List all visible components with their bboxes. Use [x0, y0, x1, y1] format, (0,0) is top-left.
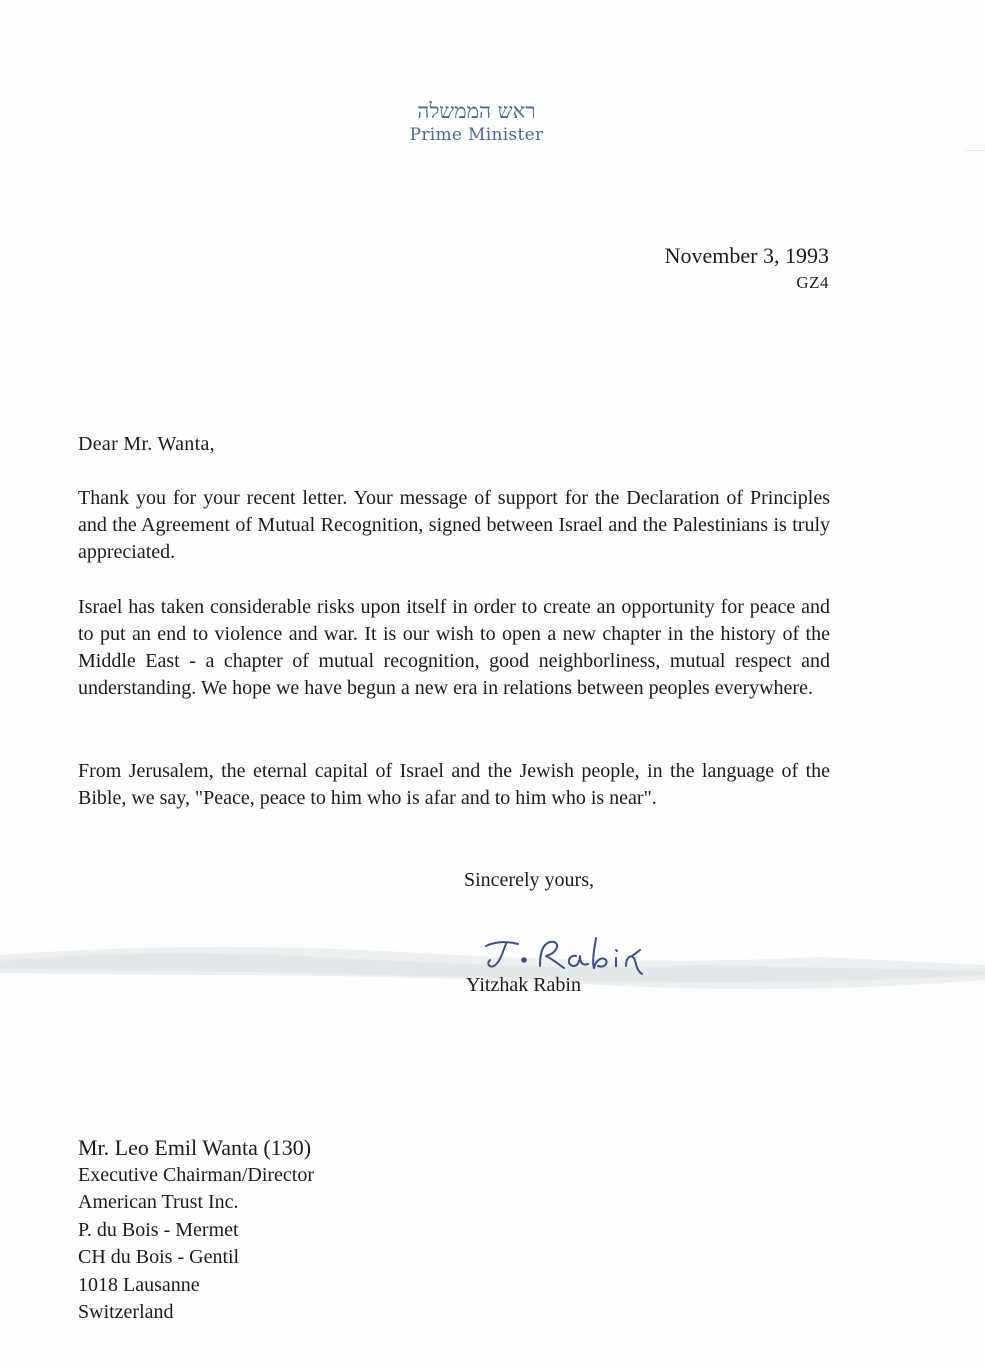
address-line-7: Switzerland — [78, 1301, 174, 1323]
recipient-address — [78, 1134, 314, 1327]
address-line-2: Executive Chairman/Director — [78, 1163, 315, 1186]
date-block — [665, 242, 829, 296]
letter-date: November 3, 1993 — [664, 243, 829, 268]
address-line-1: Mr. Leo Emil Wanta (130) — [78, 1135, 312, 1160]
address-line-3: American Trust Inc. — [78, 1191, 239, 1213]
body-paragraph-1: Thank you for your recent letter. Your message of support for the Declaration of Principles and the Agreement of Mutual Recognition, signed between Israel and the Palestinians is truly appreciated. — [78, 487, 830, 563]
body-paragraph-3: From Jerusalem, the eternal capital of Israel and the Jewish people, in the language of the Bible, we say, "Peace, peace to him who is afar and to him who is near". — [78, 760, 830, 809]
salutation: Dear Mr. Wanta, — [78, 433, 215, 455]
signer-name: Yitzhak Rabin — [466, 974, 581, 996]
letterhead-hebrew: ראש הממשלה — [417, 99, 536, 123]
address-line-5: CH du Bois - Gentil — [78, 1246, 240, 1268]
address-line-6: 1018 Lausanne — [78, 1273, 200, 1296]
closing: Sincerely yours, — [464, 869, 594, 891]
letterhead — [0, 98, 985, 146]
body-paragraph-2: Israel has taken considerable risks upon itself in order to create an opportunity for peace and to put an end to violence and war. It is our wish to open a new chapter in the history of the Middle East - a chapter of mutual recognition, good neighborliness, mutual respect and understanding. We hope we have begun a new era in relations between peoples everywhere. — [78, 596, 830, 699]
fold-mark — [965, 150, 985, 151]
address-line-4: P. du Bois - Mermet — [78, 1218, 239, 1241]
letterhead-title: Prime Minister — [409, 125, 544, 145]
reference-code: GZ4 — [796, 273, 829, 292]
